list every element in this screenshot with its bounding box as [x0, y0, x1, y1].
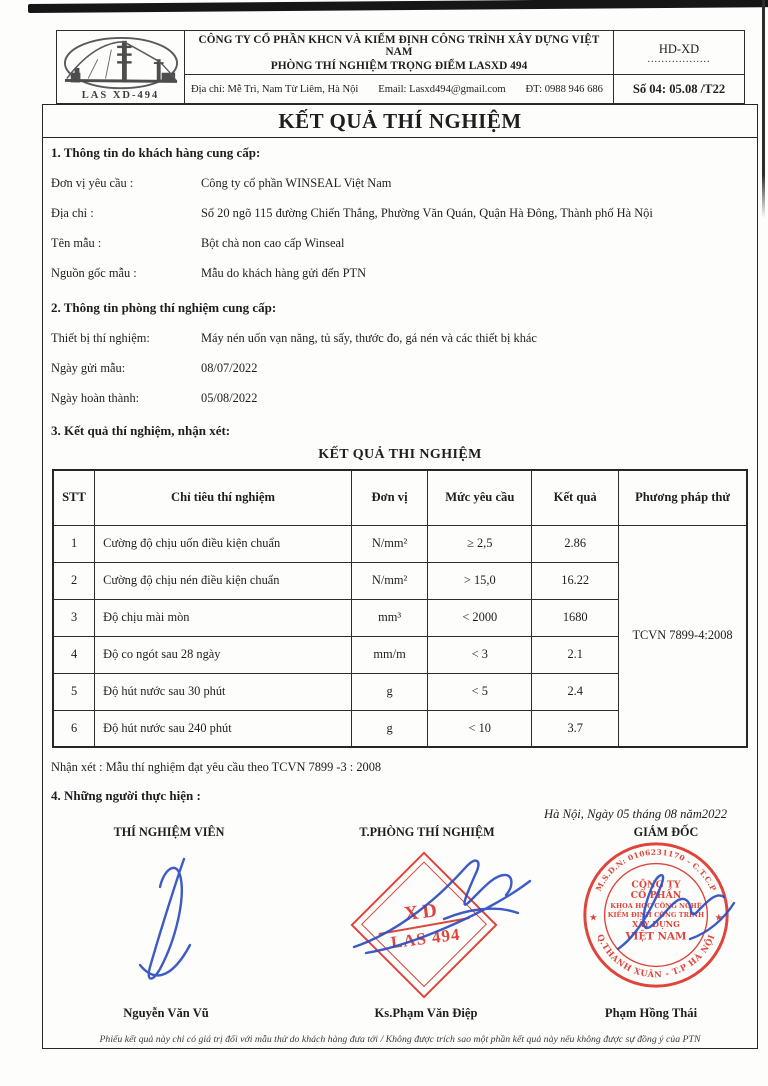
- round-stamp-line-3: KHOA HỌC CÔNG NGHỆ: [610, 902, 702, 911]
- document-code-cell: [613, 31, 744, 103]
- cell-unit: N/mm²: [351, 525, 427, 562]
- cell-criterion: Cường độ chịu nén điều kiện chuẩn: [95, 562, 352, 599]
- cell-requirement: ≥ 2,5: [428, 525, 532, 562]
- cell-criterion: Độ hút nước sau 30 phút: [95, 673, 352, 710]
- signer-name-lab-head: Ks.Phạm Văn Điệp: [374, 1006, 478, 1020]
- round-stamp-line-4: KIỂM ĐỊNH CÔNG TRÌNH: [607, 910, 705, 919]
- cell-criterion: Cường độ chịu uốn điều kiện chuẩn: [95, 525, 352, 562]
- field-row: [51, 361, 749, 376]
- cell-requirement: > 15,0: [428, 562, 532, 599]
- signer-name-director: Phạm Hồng Thái: [604, 1006, 698, 1020]
- table-row: [53, 525, 747, 562]
- cell-unit: mm/m: [351, 636, 427, 673]
- round-stamp-line-1: CÔNG TY: [631, 879, 681, 891]
- cell-result: 3.7: [532, 710, 619, 747]
- date-line: Hà Nội, Ngày 05 tháng 08 năm2022: [544, 807, 727, 821]
- signer-title-director: GIÁM ĐỐC: [633, 825, 699, 839]
- field-value-sample-name: Bột chà non cao cấp Winseal: [201, 236, 345, 250]
- header-requirement: Mức yêu cầu: [428, 470, 532, 525]
- dotted-line: ..................: [647, 54, 711, 65]
- signer-title-lab-head: T.PHÒNG THÍ NGHIỆM: [359, 825, 495, 839]
- cell-stt: 5: [53, 673, 95, 710]
- scan-artifact-right-edge: [762, 0, 765, 218]
- cell-requirement: < 5: [428, 673, 532, 710]
- letterhead: [56, 30, 745, 104]
- cell-unit: g: [351, 673, 427, 710]
- diamond-stamp-line2: LAS 494: [389, 924, 462, 953]
- star-glyph: ★: [589, 912, 597, 922]
- section-3-heading: 3. Kết quả thí nghiệm, nhận xét:: [51, 423, 231, 438]
- cell-unit: mm³: [351, 599, 427, 636]
- company-names: [185, 31, 613, 75]
- cell-criterion: Độ hút nước sau 240 phút: [95, 710, 352, 747]
- page-title: KẾT QUẢ THÍ NGHIỆM: [43, 105, 757, 138]
- field-label-equipment: Thiết bị thí nghiệm:: [51, 331, 150, 345]
- letterhead-company-cell: [185, 31, 613, 103]
- cell-stt: 2: [53, 562, 95, 599]
- field-row: [51, 236, 749, 251]
- field-label-requesting-unit: Đơn vị yêu cầu :: [51, 176, 134, 190]
- cell-stt: 6: [53, 710, 95, 747]
- suspension-bridge-logo-icon: [61, 36, 181, 94]
- contact-row: [185, 75, 613, 103]
- contact-phone: ĐT: 0988 946 686: [525, 83, 603, 95]
- field-value-sample-sent-date: 08/07/2022: [201, 361, 258, 375]
- header-result: Kết quả: [532, 470, 619, 525]
- company-round-stamp: [572, 831, 740, 999]
- logo-text: LAS XD-494: [81, 90, 160, 101]
- cell-requirement: < 2000: [428, 599, 532, 636]
- remark-line: Nhận xét : Mẫu thí nghiệm đạt yêu cầu theo TCVN 7899 -3 : 2008: [51, 760, 382, 774]
- field-value-equipment: Máy nén uốn vạn năng, tủ sấy, thước đo, gá nén và các thiết bị khác: [201, 331, 537, 345]
- document-content: [43, 138, 757, 1048]
- footer-note: Phiếu kết quả này chỉ có giá trị đối với mẫu thử do khách hàng đưa tới / Không được trích sao một phần kết quả này nếu không được sự đồng ý của PTN: [99, 1034, 701, 1045]
- header-criterion: Chỉ tiêu thí nghiệm: [95, 470, 352, 525]
- signature-technician-icon: [106, 847, 256, 997]
- star-glyph: ★: [715, 912, 723, 922]
- cell-result: 2.86: [532, 525, 619, 562]
- cell-test-method: TCVN 7899-4:2008: [619, 525, 747, 747]
- document-code-text: HD-XD: [658, 42, 700, 56]
- cell-unit: g: [351, 710, 427, 747]
- scan-artifact-top-bar: [28, 0, 768, 13]
- round-stamp-line-6: VIỆT NAM: [625, 930, 687, 943]
- results-table-header-row: [53, 470, 747, 525]
- section-1-heading: 1. Thông tin do khách hàng cung cấp:: [51, 145, 261, 160]
- field-label-sample-name: Tên mẫu :: [51, 236, 102, 250]
- cell-criterion: Độ chịu mài mòn: [95, 599, 352, 636]
- section-4-heading: 4. Những người thực hiện :: [51, 788, 201, 803]
- cell-unit: N/mm²: [351, 562, 427, 599]
- results-table: [52, 469, 748, 748]
- cell-stt: 4: [53, 636, 95, 673]
- cell-stt: 1: [53, 525, 95, 562]
- round-stamp-line-5: XÂY DỰNG: [632, 919, 680, 929]
- field-label-sample-sent-date: Ngày gửi mẫu:: [51, 361, 126, 375]
- field-value-address: Số 20 ngõ 115 đường Chiến Thắng, Phường Văn Quán, Quận Hà Đông, Thành phố Hà Nội: [201, 206, 653, 220]
- company-name-line2: PHÒNG THÍ NGHIỆM TRỌNG ĐIỂM LASXD 494: [270, 59, 528, 72]
- field-row: [51, 331, 749, 346]
- contact-email: Email: Lasxd494@gmail.com: [378, 83, 506, 95]
- cell-result: 2.1: [532, 636, 619, 673]
- cell-result: 2.4: [532, 673, 619, 710]
- field-row: [51, 266, 749, 281]
- round-stamp-bottom-arc: Q.THANH XUÂN - T.P HÀ NỘI: [595, 932, 717, 980]
- field-row: [51, 391, 749, 406]
- diamond-stamp-line1: XD: [402, 898, 443, 926]
- field-value-completion-date: 05/08/2022: [201, 391, 258, 405]
- field-value-sample-origin: Mẫu do khách hàng gửi đến PTN: [201, 266, 367, 280]
- company-name-line1: CÔNG TY CỔ PHẦN KHCN VÀ KIỂM ĐỊNH CÔNG TRÌNH XÂY DỰNG VIỆT NAM: [198, 33, 600, 58]
- cell-stt: 3: [53, 599, 95, 636]
- cell-result: 16.22: [532, 562, 619, 599]
- field-row: [51, 206, 749, 221]
- document-code: [614, 31, 744, 75]
- cell-requirement: < 3: [428, 636, 532, 673]
- company-logo: [57, 31, 185, 103]
- las494-diamond-stamp: [349, 850, 499, 1000]
- field-row: [51, 176, 749, 191]
- signer-title-technician: THÍ NGHIỆM VIÊN: [113, 825, 225, 839]
- cell-result: 1680: [532, 599, 619, 636]
- header-unit: Đơn vị: [351, 470, 427, 525]
- field-value-requesting-unit: Công ty cổ phần WINSEAL Việt Nam: [201, 176, 392, 190]
- document-body: [42, 104, 758, 1049]
- results-table-title: KẾT QUẢ THI NGHIỆM: [318, 447, 482, 462]
- cell-criterion: Độ co ngót sau 28 ngày: [95, 636, 352, 673]
- field-label-completion-date: Ngày hoàn thành:: [51, 391, 140, 405]
- round-stamp-line-2: CỔ PHẦN: [630, 890, 682, 902]
- round-stamp-top-arc: M.S.D.N: 0106231170 - C.T.C.P: [593, 847, 719, 893]
- header-stt: STT: [53, 470, 95, 525]
- document-number: Số 04: 05.08 /T22: [632, 81, 726, 96]
- header-method: Phương pháp thử: [619, 470, 747, 525]
- signature-area: [51, 825, 749, 1021]
- field-label-address: Địa chỉ :: [51, 206, 94, 220]
- signer-name-technician: Nguyễn Văn Vũ: [123, 1006, 209, 1020]
- contact-address: Địa chỉ: Mễ Trì, Nam Từ Liêm, Hà Nội: [191, 83, 359, 95]
- field-label-sample-origin: Nguồn gốc mẫu :: [51, 266, 137, 280]
- section-2-heading: 2. Thông tin phòng thí nghiệm cung cấp:: [51, 300, 277, 315]
- cell-requirement: < 10: [428, 710, 532, 747]
